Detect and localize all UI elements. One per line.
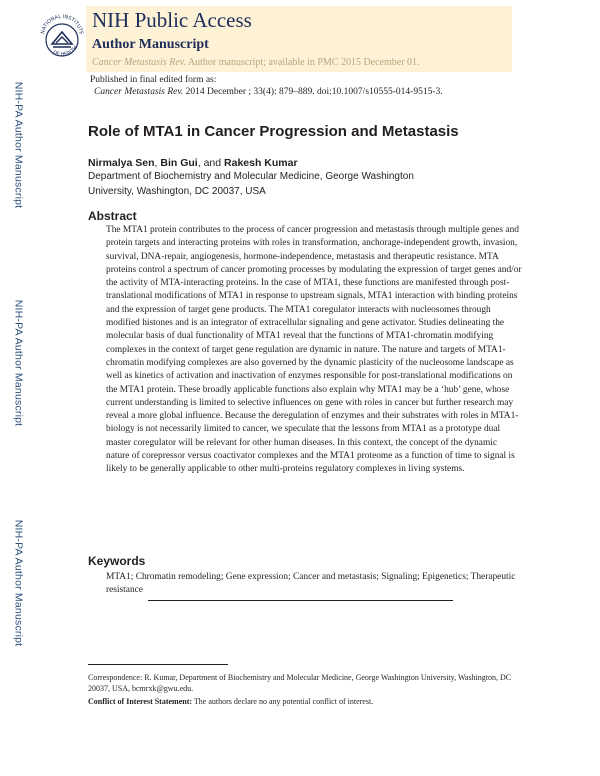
published-final-form: Published in final edited form as:: [90, 75, 217, 85]
author-name: Rakesh Kumar: [224, 157, 298, 169]
author-name: Bin Gui: [160, 157, 198, 169]
nih-public-access-title: NIH Public Access: [92, 8, 252, 32]
footnote-divider: [88, 664, 228, 665]
keywords-heading: Keywords: [88, 554, 146, 568]
citation-journal: Cancer Metastasis Rev.: [94, 87, 184, 97]
author-name: Nirmalya Sen: [88, 157, 155, 169]
conflict-label: Conflict of Interest Statement:: [88, 697, 193, 706]
paper-title: Role of MTA1 in Cancer Progression and Metastasis: [88, 123, 459, 140]
sidebar-label-3: NIH-PA Author Manuscript: [12, 519, 25, 647]
journal-abbrev: Cancer Metastasis Rev.: [92, 57, 186, 68]
abstract-heading: Abstract: [88, 209, 137, 223]
sidebar-label-2: NIH-PA Author Manuscript: [12, 299, 25, 427]
citation-details: 2014 December ; 33(4): 879–889. doi:10.1007/s10555-014-9515-3.: [183, 87, 443, 97]
nih-logo: [38, 6, 86, 70]
correspondence-note: Correspondence: R. Kumar, Department of Biochemistry and Molecular Medicine, George Washington University, Washington, DC 20037, USA, bcmrxk@gwu.edu.: [88, 673, 512, 693]
sidebar-label-1: NIH-PA Author Manuscript: [12, 81, 25, 209]
svg-text:NATIONAL INSTITUTES: NATIONAL INSTITUTE: [40, 13, 84, 36]
eagle-icon: [52, 32, 72, 47]
nih-sidebar: [0, 0, 36, 776]
affiliation: Department of Biochemistry and Molecular Medicine, George Washington University, Washington, DC 20037, USA: [88, 171, 414, 197]
author-manuscript-label: Author Manuscript: [92, 37, 209, 52]
abstract-text: The MTA1 protein contributes to the process of cancer progression and metastasis through multiple genes and protein targets and interacting proteins with roles in transformation, anchorage-independent growth, invasion, survival, DNA-repair, angiogenesis, hormone-independence, metastasis and therapeutic resistance. MTA proteins control a spectrum of cancer promoting processes by modulating the expression of target genes and/or the activity of MTA-interacting proteins. In the case of MTA1, these functions are manifested through post-translational modifications of MTA1 in response to upstream signals, MTA1 interaction with binding proteins and the expression of target gene products. The MTA1 coregulator interacts with nucleosomes through modified histones and is an integrator of extracellular signaling and gene activator. Studies delineating the molecular basis of dual functionality of MTA1 reveal that the functions of MTA1-chromatin modifying complexes in the context of target gene regulation are dynamic in nature. The nature and targets of MTA1-chromatin modifying complexes are also governed by the dynamic plasticity of the nucleosome landscape as well as kinetics of activation and inactivation of enzymes responsible for post-translational modifications on the MTA1 protein. These broadly applicable functions also explain why MTA1 may be a ‘hub’ gene, whose current understanding is limited to selective influences on gene with roles in cancer but further research may reveal a more global influence. Because the deregulation of enzymes and their substrates with roles in MTA1-biology is not necessarily limited to cancer, we speculate that the lessons from MTA1 as a prototype dual master coregulator will be relevant for other human diseases. In this context, the concept of the dynamic nature of corepressor versus coactivator complexes and the MTA1 proteome as a function of time to signal is likely to be generally applicable to other multi-proteins regulatory complexes in living systems.: [106, 225, 522, 475]
svg-text:OF HEALTH: OF HEALTH: [51, 44, 79, 58]
conflict-text: The authors declare no any potential conflict of interest.: [192, 697, 374, 706]
availability-text: Author manuscript; available in PMC 2015 December 01.: [185, 57, 420, 68]
section-divider: [148, 600, 453, 601]
author-list: Nirmalya Sen, Bin Gui, and Rakesh Kumar: [88, 157, 298, 169]
manuscript-availability: [92, 57, 420, 68]
keywords-text: MTA1; Chromatin remodeling; Gene expression; Cancer and metastasis; Signaling; Epigenetics; Therapeutic resistance: [106, 572, 516, 595]
citation: [94, 87, 443, 97]
conflict-statement: [88, 697, 373, 706]
